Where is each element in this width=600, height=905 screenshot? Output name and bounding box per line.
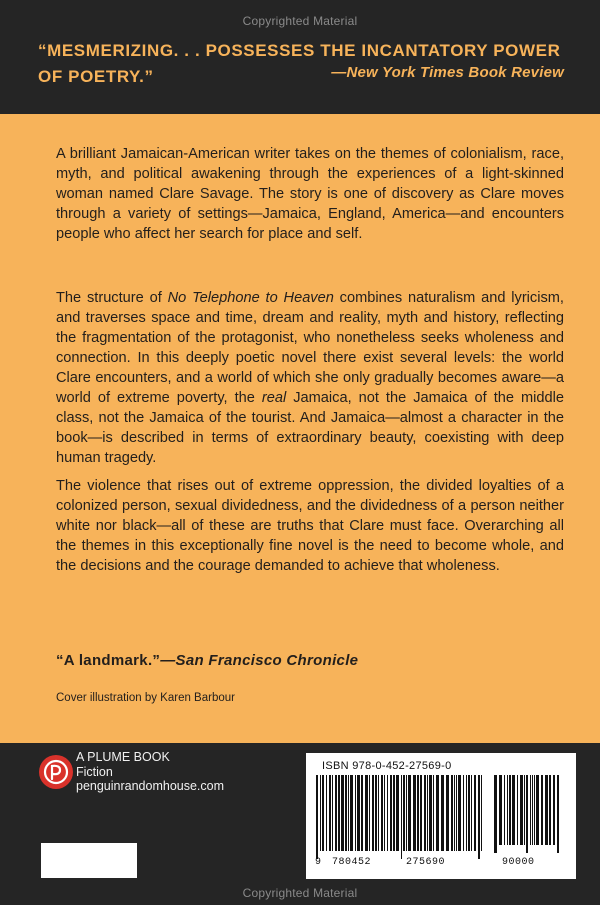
barcode-bar: [332, 775, 333, 851]
blurb-quote: “MESMERIZING. . . POSSESSES THE INCANTATORY POWER OF POETRY.”: [38, 41, 561, 86]
barcode-bar: [436, 775, 439, 851]
barcode-bar: [335, 775, 337, 851]
barcode-bar: [413, 775, 416, 851]
barcode-bar: [468, 775, 470, 851]
barcode-bar: [326, 775, 327, 851]
barcode-bar: [341, 775, 344, 851]
barcode-bar: [471, 775, 472, 851]
barcode-bar: [322, 775, 324, 851]
description-paragraph-2: [56, 288, 564, 468]
barcode-bar: [361, 775, 363, 851]
isbn-label: ISBN 978-0-452-27569-0: [322, 760, 452, 772]
barcode-bar: [478, 775, 480, 859]
publisher-imprint: A PLUME BOOK: [76, 750, 170, 764]
barcode-right-digits: 275690: [406, 857, 446, 868]
addon-barcode-icon: [494, 775, 564, 853]
plume-logo-icon: [39, 755, 73, 789]
barcode-bar: [504, 775, 505, 845]
barcode-bar: [372, 775, 374, 851]
barcode-bar: [320, 775, 321, 851]
barcode-bar: [451, 775, 453, 851]
barcode-bar: [378, 775, 379, 851]
barcode-addon-digits: 90000: [502, 857, 535, 868]
barcode-bar: [390, 775, 392, 851]
barcode-bar: [454, 775, 455, 851]
barcode-lead-digit: 9: [315, 857, 322, 868]
barcode-bar: [424, 775, 426, 851]
barcode-bar: [408, 775, 411, 851]
barcode-bar: [534, 775, 535, 845]
barcode-bar: [526, 775, 528, 853]
barcode-bar: [512, 775, 515, 845]
barcode-box: [306, 753, 576, 879]
copyright-watermark-bottom: Copyrighted Material: [242, 886, 358, 900]
blurb-source: —New York Times Book Review: [331, 64, 564, 81]
barcode-bar: [348, 775, 349, 851]
barcode-bar: [481, 775, 482, 851]
barcode-bar: [420, 775, 422, 851]
barcode-bar: [474, 775, 476, 851]
barcode-bar: [433, 775, 434, 851]
barcode-bar: [441, 775, 444, 851]
barcode-bar: [530, 775, 531, 845]
publisher-info: [76, 750, 224, 794]
barcode-bar: [549, 775, 551, 845]
emphasis-real: real: [261, 390, 287, 406]
barcode-bar: [463, 775, 464, 851]
barcode-bar: [553, 775, 555, 845]
barcode-bar: [357, 775, 360, 851]
barcode-bar: [338, 775, 340, 851]
barcode-bar: [316, 775, 318, 859]
barcode-bar: [541, 775, 543, 845]
barcode-bar: [403, 775, 405, 851]
barcode-bar: [466, 775, 467, 851]
barcode-bar: [557, 775, 559, 853]
illustration-credit: Cover illustration by Karen Barbour: [56, 692, 235, 704]
barcode-bar: [509, 775, 511, 845]
barcode-bar: [369, 775, 370, 851]
publisher-website: penguinrandomhouse.com: [76, 779, 225, 793]
review-source: —San Francisco Chronicle: [160, 652, 359, 669]
barcode-bar: [329, 775, 331, 851]
barcode-bar: [517, 775, 518, 845]
barcode-bar: [384, 775, 385, 851]
paragraph-2-text-a: The structure of: [56, 290, 168, 306]
barcode-bar: [446, 775, 449, 851]
barcode-bar: [393, 775, 395, 851]
paragraph-2-text-b: combines naturalism and lyricism, and traverses space and time, dream and reality, myth and history, reflecting the fragmentation of the protagonist, who nonetheless seeks wholeness and connection. In this deeply poetic novel there exist several levels: the world Clare encounters, and a world of which she only gradually becomes aware—a world of extreme poverty, the: [56, 290, 564, 406]
description-paragraph-3: The violence that rises out of extreme oppression, the divided loyalties of a colonized person, sexual dividedness, and the dividedness of a person neither white nor black—all of these are truths that Clare must face. Overarching all the themes in this exceptionally fine novel is the need to become whole, and the decisions and the courage demanded to achieve that wholeness.: [56, 478, 564, 574]
barcode-bar: [396, 775, 399, 851]
barcode-bar: [507, 775, 508, 845]
copyright-watermark: Copyrighted Material: [242, 14, 358, 28]
barcode-bar: [427, 775, 428, 851]
ean-barcode-icon: [316, 775, 486, 859]
barcode-bar: [456, 775, 457, 851]
review-quote: [56, 652, 358, 669]
barcode-bar: [406, 775, 407, 851]
barcode-bar: [520, 775, 523, 845]
barcode-bar: [350, 775, 353, 851]
barcode-bar: [429, 775, 432, 851]
barcode-bar: [417, 775, 419, 851]
description-paragraph-1: A brilliant Jamaican-American writer takes on the themes of colonialism, race, myth, and political awakening through the experiences of a light-skinned woman named Clare Savage. The story is one of discovery as Clare moves through a variety of settings—Jamaica, England, America—and encounters people who affect her search for place and self.: [56, 146, 564, 242]
barcode-bar: [355, 775, 356, 851]
price-box: [41, 843, 137, 878]
paragraph-2-text-c: Jamaica, not the Jamaica of the middle class, not the Jamaica of the tourist. And Jamaica—almost a character in the book—is described in terms of extraordinary beauty, coexisting with deep human tragedy.: [56, 390, 564, 466]
barcode-bar: [365, 775, 368, 851]
barcode-left-digits: 780452: [332, 857, 372, 868]
barcode-bar: [545, 775, 548, 845]
barcode-bar: [524, 775, 525, 845]
barcode-bar: [532, 775, 533, 845]
barcode-bar: [375, 775, 377, 851]
barcode-bar: [387, 775, 388, 851]
barcode-bar: [345, 775, 347, 851]
description-panel: [0, 114, 600, 743]
book-title: No Telephone to Heaven: [167, 290, 334, 306]
barcode-bar: [458, 775, 461, 851]
barcode-bar: [499, 775, 502, 845]
barcode-bar: [494, 775, 497, 853]
publisher-category: Fiction: [76, 764, 113, 779]
barcode-bar: [381, 775, 383, 851]
review-quote-text: “A landmark.”: [56, 652, 161, 669]
barcode-bar: [401, 775, 402, 859]
barcode-bar: [536, 775, 539, 845]
